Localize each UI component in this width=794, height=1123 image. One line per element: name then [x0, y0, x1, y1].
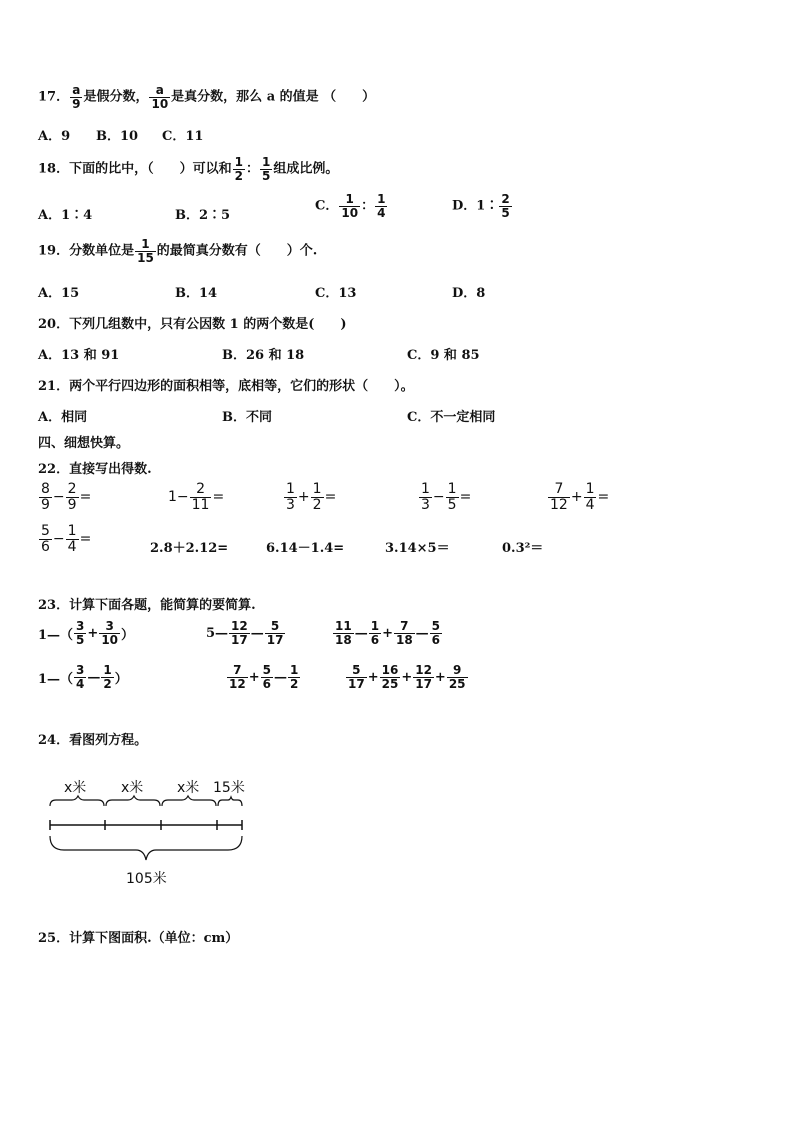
question-text: 18．下面的比中，（ ）可以和	[38, 161, 232, 177]
question-18	[38, 156, 338, 182]
top-brace-3	[162, 796, 216, 806]
calc-4	[38, 664, 128, 690]
option-b: B．10	[96, 129, 139, 144]
expression-prefix: 1−	[168, 489, 189, 506]
option-a: A．15	[38, 286, 80, 301]
fraction: $\frac{a}{9}$	[72, 83, 81, 111]
operator: —	[415, 625, 429, 641]
expression-suffix: ）	[121, 627, 135, 643]
fraction: $\frac{5}{6}$	[41, 523, 50, 555]
fraction: $\frac{7}{18}$	[395, 619, 413, 647]
fraction: $\frac{9}{25}$	[448, 663, 466, 691]
equals-sign: =	[459, 489, 472, 506]
question-20: 20．下列几组数中，只有公因数 1 的两个数是( )	[38, 317, 347, 332]
fraction: $\frac{12}{17}$	[415, 663, 432, 691]
question-text: 是假分数，	[83, 89, 149, 105]
option-d	[452, 193, 513, 219]
option-b: B．2∶5	[175, 208, 231, 223]
mental-math-4	[418, 482, 471, 512]
expression-prefix: 1—（	[38, 627, 74, 643]
fraction: $\frac{5}{17}$	[348, 663, 365, 691]
option-c: C．11	[162, 129, 204, 144]
question-22: 22．直接写出得数.	[38, 462, 152, 477]
fraction: $\frac{1}{4}$	[585, 481, 595, 513]
fraction: $\frac{5}{17}$	[266, 619, 284, 647]
expression-prefix: 5—	[206, 625, 229, 641]
question-23: 23．计算下面各题，能简算的要简算.	[38, 598, 256, 613]
operator: —	[354, 625, 368, 641]
fraction: $\frac{1}{4}$	[377, 192, 386, 220]
question-text: 19．分数单位是	[38, 243, 135, 259]
mental-math-2	[168, 482, 224, 512]
mental-math-1	[38, 482, 91, 512]
option-b: B．14	[175, 286, 218, 301]
fraction: $\frac{a}{10}$	[151, 83, 169, 111]
fraction: $\frac{5}{6}$	[262, 663, 271, 691]
fraction: $\frac{3}{10}$	[101, 619, 119, 647]
operator: —	[273, 669, 287, 685]
fraction: $\frac{1}{2}$	[103, 663, 112, 691]
calc-2	[206, 620, 286, 646]
question-text: 是真分数，那么 a 的值是 （ ）	[171, 89, 376, 105]
operator: +	[401, 669, 413, 685]
mental-math-7: 2.8＋2.12=	[150, 541, 229, 556]
mental-math-3	[283, 482, 336, 512]
option-label: D．1∶	[452, 198, 499, 214]
top-brace-2	[106, 796, 160, 806]
question-25: 25．计算下图面积.（单位：cm）	[38, 931, 239, 946]
question-text: 组成比例。	[273, 161, 339, 177]
operator: +	[248, 669, 260, 685]
fraction: $\frac{1}{6}$	[370, 619, 380, 647]
ratio-colon: ：	[245, 161, 259, 177]
option-b: B．不同	[222, 410, 272, 425]
equals-sign: =	[324, 489, 337, 506]
option-a: A．13 和 91	[38, 348, 120, 363]
operator: −	[432, 489, 445, 506]
option-a: A．1∶4	[38, 208, 93, 223]
operator: +	[570, 489, 583, 506]
fraction: $\frac{12}{17}$	[231, 619, 248, 647]
fraction: $\frac{1}{3}$	[286, 481, 295, 513]
fraction: $\frac{16}{25}$	[381, 663, 399, 691]
option-c: C．不一定相同	[407, 410, 496, 425]
fraction: $\frac{1}{3}$	[421, 481, 430, 513]
option-a: A．9	[38, 129, 71, 144]
fraction: $\frac{1}{2}$	[234, 155, 243, 183]
operator: −	[52, 531, 65, 548]
calc-5	[226, 664, 301, 690]
segment-label-1: x米	[64, 780, 87, 796]
mental-math-8: 6.14－1.4=	[266, 541, 345, 556]
question-text: 的最简真分数有（ ）个.	[156, 243, 318, 259]
equals-sign: =	[79, 531, 92, 548]
mental-math-6	[38, 524, 91, 554]
operator: −	[52, 489, 65, 506]
segment-label-3: x米	[177, 780, 200, 796]
fraction: $\frac{1}{2}$	[289, 663, 299, 691]
operator: +	[434, 669, 446, 685]
fraction: $\frac{1}{10}$	[341, 192, 359, 220]
option-a: A．相同	[38, 410, 88, 425]
operator: —	[250, 625, 264, 641]
bottom-brace	[50, 836, 242, 860]
mental-math-5	[547, 482, 609, 512]
expression-suffix: ）	[114, 671, 128, 687]
fraction: $\frac{1}{4}$	[67, 523, 77, 555]
fraction: $\frac{5}{6}$	[431, 619, 441, 647]
segment-label-2: x米	[121, 780, 144, 796]
option-b: B．26 和 18	[222, 348, 305, 363]
fraction: $\frac{1}{5}$	[261, 155, 271, 183]
question-21: 21．两个平行四边形的面积相等，底相等，它们的形状（ ）。	[38, 379, 414, 394]
fraction: $\frac{2}{5}$	[501, 192, 510, 220]
total-label: 105米	[126, 871, 167, 887]
option-c: C．13	[315, 286, 357, 301]
question-19	[38, 238, 317, 264]
equals-sign: =	[212, 489, 225, 506]
fraction: $\frac{3}{5}$	[76, 619, 85, 647]
option-d: D．8	[452, 286, 486, 301]
fraction: $\frac{1}{5}$	[447, 481, 457, 513]
fraction: $\frac{8}{9}$	[41, 481, 50, 513]
segment-label-4: 15米	[213, 780, 245, 796]
section-heading: 四、细想快算。	[38, 436, 130, 451]
option-label: C．	[315, 198, 339, 214]
fraction: $\frac{1}{2}$	[312, 481, 322, 513]
top-brace-4	[218, 797, 242, 806]
top-brace-1	[50, 796, 104, 806]
fraction: $\frac{3}{4}$	[76, 663, 85, 691]
fraction: $\frac{2}{9}$	[67, 481, 77, 513]
calc-1	[38, 620, 134, 646]
expression-prefix: 1—（	[38, 671, 74, 687]
operator: +	[297, 489, 310, 506]
option-c	[315, 193, 388, 219]
operator: —	[87, 669, 101, 685]
line-segment-diagram	[40, 770, 260, 894]
operator: +	[367, 669, 379, 685]
ratio-colon: ：	[361, 198, 375, 214]
question-number: 17．	[38, 89, 70, 105]
calc-6	[345, 664, 469, 690]
option-c: C．9 和 85	[407, 348, 480, 363]
equals-sign: =	[597, 489, 610, 506]
fraction: $\frac{11}{18}$	[335, 619, 352, 647]
calc-3	[332, 620, 443, 646]
mental-math-10: 0.3²＝	[502, 541, 544, 556]
operator: +	[87, 625, 99, 641]
mental-math-9: 3.14×5＝	[385, 541, 450, 556]
operator: +	[382, 625, 393, 641]
question-17	[38, 84, 375, 110]
equals-sign: =	[79, 489, 92, 506]
question-24: 24．看图列方程。	[38, 733, 148, 748]
fraction: $\frac{2}{11}$	[191, 481, 210, 513]
fraction: $\frac{1}{15}$	[137, 237, 154, 265]
fraction: $\frac{7}{12}$	[550, 481, 568, 513]
fraction: $\frac{7}{12}$	[229, 663, 246, 691]
